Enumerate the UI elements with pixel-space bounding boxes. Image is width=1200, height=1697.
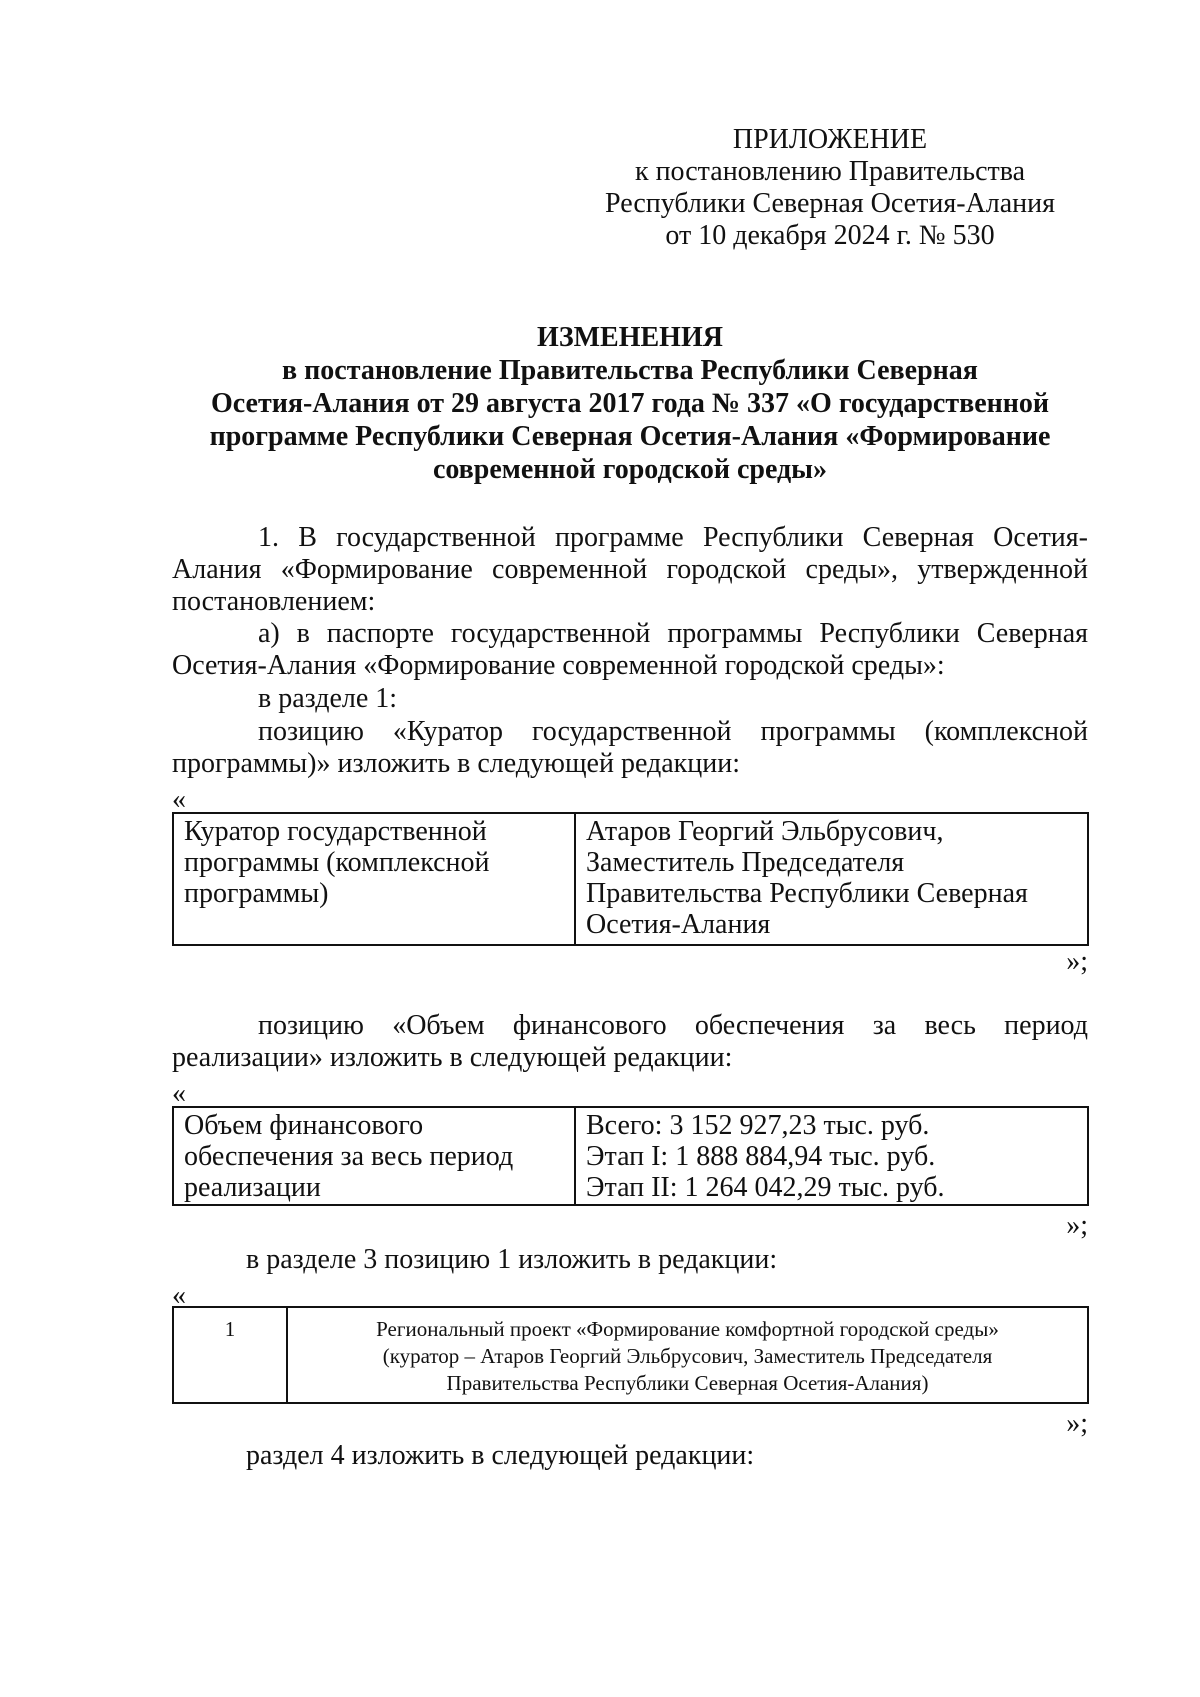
curator-label-line-3: программы) [184, 878, 329, 909]
close-quote-3: »; [1066, 1408, 1088, 1439]
financing-label-line-2: обеспечения за весь период [184, 1141, 514, 1172]
financing-label-line-1: Объем финансового [184, 1110, 424, 1141]
table-divider [574, 814, 576, 944]
paragraph-curator-line-1: позицию «Куратор государственной программы (комплексной [258, 716, 1088, 747]
open-quote-3: « [172, 1280, 186, 1311]
paragraph-financing-line-2: реализации» изложить в следующей редакции: [172, 1042, 733, 1073]
open-quote-2: « [172, 1078, 186, 1109]
paragraph-1-line-1: 1. В государственной программе Республики Северная Осетия- [258, 522, 1088, 553]
open-quote-1: « [172, 784, 186, 815]
paragraph-a-line-1: а) в паспорте государственной программы Республики Северная [258, 618, 1088, 649]
project-description-cell [288, 1308, 1087, 1402]
financing-label-line-3: реализации [184, 1172, 321, 1203]
close-quote-2: »; [1066, 1210, 1088, 1241]
curator-table [172, 812, 1089, 946]
paragraph-1-line-2: Алания «Формирование современной городской среды», утвержденной [172, 554, 1088, 585]
curator-label-cell [184, 814, 574, 944]
heading-line-2: Осетия-Алания от 29 августа 2017 года № 337 «О государственной [210, 388, 1050, 419]
financing-total: Всего: 3 152 927,23 тыс. руб. [586, 1110, 930, 1141]
financing-table [172, 1106, 1089, 1206]
financing-value-cell [586, 1108, 1086, 1204]
financing-label-cell [184, 1108, 574, 1204]
curator-value-line-2: Заместитель Председателя [586, 847, 905, 878]
project-number-cell [174, 1308, 286, 1402]
paragraph-a-line-2: Осетия-Алания «Формирование современной городской среды»: [172, 650, 945, 681]
close-quote-1: »; [1066, 946, 1088, 977]
curator-value-line-3: Правительства Республики Северная [586, 878, 1028, 909]
project-description-line-1: Региональный проект «Формирование комфортной городской среды» [376, 1317, 999, 1341]
paragraph-1-line-3: постановлением: [172, 586, 376, 617]
project-description-line-3: Правительства Республики Северная Осетия-Алания) [446, 1371, 929, 1395]
heading-line-1: в постановление Правительства Республики Северная [282, 355, 978, 386]
paragraph-curator-line-2: программы)» изложить в следующей редакции: [172, 748, 741, 779]
curator-value-line-1: Атаров Георгий Эльбрусович, [586, 816, 944, 847]
curator-value-cell [586, 814, 1086, 944]
appendix-line-3: от 10 декабря 2024 г. № 530 [665, 220, 995, 251]
financing-stage-1: Этап I: 1 888 884,94 тыс. руб. [586, 1141, 936, 1172]
appendix-line-1: к постановлению Правительства [634, 156, 1026, 187]
project-description-line-2: (куратор – Атаров Георгий Эльбрусович, Заместитель Председателя [382, 1344, 993, 1368]
financing-stage-2: Этап II: 1 264 042,29 тыс. руб. [586, 1172, 945, 1203]
heading-title: ИЗМЕНЕНИЯ [537, 322, 723, 353]
project-table [172, 1306, 1089, 1404]
curator-value-line-4: Осетия-Алания [586, 909, 771, 940]
paragraph-section-4: раздел 4 изложить в следующей редакции: [246, 1440, 755, 1471]
paragraph-section-3: в разделе 3 позицию 1 изложить в редакции: [246, 1244, 778, 1275]
heading-line-3: программе Республики Северная Осетия-Алания «Формирование [209, 421, 1051, 452]
curator-label-line-1: Куратор государственной [184, 816, 487, 847]
appendix-title: ПРИЛОЖЕНИЕ [732, 124, 928, 155]
heading-line-4: современной городской среды» [432, 454, 828, 485]
curator-label-line-2: программы (комплексной [184, 847, 490, 878]
paragraph-financing-line-1: позицию «Объем финансового обеспечения за весь период [258, 1010, 1088, 1041]
table-divider [574, 1108, 576, 1204]
appendix-line-2: Республики Северная Осетия-Алания [605, 188, 1055, 219]
project-number: 1 [224, 1317, 236, 1341]
section-1-label: в разделе 1: [258, 683, 398, 714]
